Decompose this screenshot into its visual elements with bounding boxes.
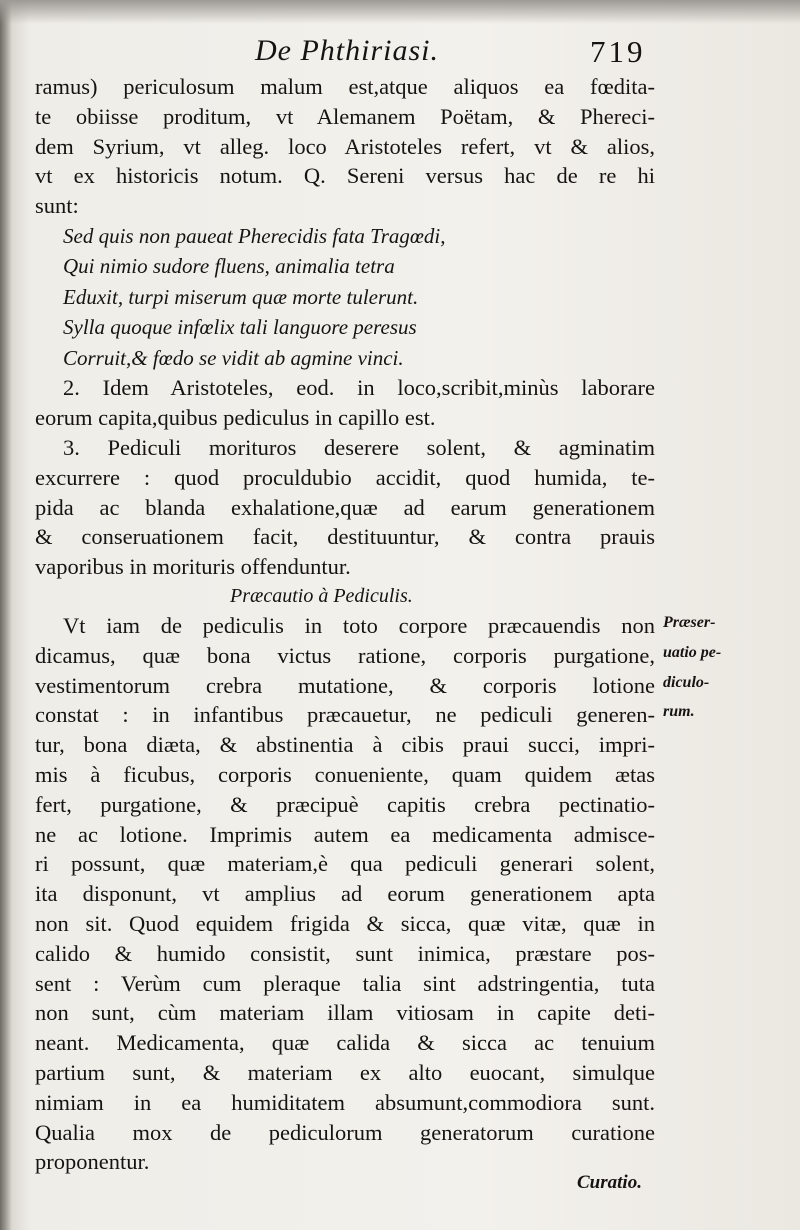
verse-line: Corruit,& fœdo se vidit ab agmine vinci. xyxy=(63,345,404,370)
text-line: fert, purgatione, & præcipuè capitis crebra pectinatio- xyxy=(35,791,655,817)
page-header xyxy=(0,28,800,78)
margin-note-line: Præser- xyxy=(663,614,716,631)
text-line: 3. Pediculi morituros deserere solent, & agminatim xyxy=(63,435,655,461)
text-line: dicamus, quæ bona victus ratione, corporis purgatione, xyxy=(35,642,655,668)
text-line: Qualia mox de pediculorum generatorum curatione xyxy=(35,1119,655,1145)
text-line: non sit. Quod equidem frigida & sicca, quæ vitæ, quæ in xyxy=(35,911,655,937)
page-number: 719 xyxy=(590,34,646,69)
running-title: De Phthiriasi. xyxy=(255,34,439,67)
text-line: nimiam in ea humiditatem absumunt,commodiora sunt. xyxy=(35,1089,655,1115)
page-gutter-shadow xyxy=(0,0,12,1230)
margin-note-line: diculo- xyxy=(663,673,710,691)
text-line: partium sunt, & materiam ex alto euocant, simulque xyxy=(35,1060,655,1086)
section-subheading: Præcautio à Pediculis. xyxy=(230,585,413,608)
text-line: ne ac lotione. Imprimis autem ea medicamenta admisce- xyxy=(35,821,655,847)
text-line: constat : in infantibus præcauetur, ne pediculi generen- xyxy=(35,702,655,728)
paragraph-1 xyxy=(35,72,655,221)
text-line: neant. Medicamenta, quæ calida & sicca ac tenuium xyxy=(35,1030,655,1056)
text-line: tur, bona diæta, & abstinentia à cibis praui succi, impri- xyxy=(35,732,655,758)
text-line: dem Syrium, vt alleg. loco Aristoteles refert, vt & alios, xyxy=(35,133,655,159)
verse-line: Eduxit, turpi miserum quæ morte tulerunt. xyxy=(63,284,419,309)
catchword: Curatio. xyxy=(577,1172,642,1193)
verse-block xyxy=(35,221,655,374)
paragraph-3 xyxy=(35,433,655,582)
verse-line: Qui nimio sudore fluens, animalia tetra xyxy=(63,254,395,279)
text-line: excurrere : quod proculdubio accidit, quod humida, te- xyxy=(35,464,655,490)
page-top-shadow xyxy=(0,0,800,24)
text-line: 2. Idem Aristoteles, eod. in loco,scribit,minùs laborare xyxy=(63,375,655,401)
margin-note-line: uatio pe- xyxy=(663,643,722,661)
text-line: pida ac blanda exhalatione,quæ ad earum generationem xyxy=(35,494,655,520)
text-line: non sunt, cùm materiam illam vitiosam in capite deti- xyxy=(35,1000,655,1026)
verse-line: Sed quis non paueat Pherecidis fata Tragœdi, xyxy=(63,223,446,248)
text-line: te obiisse proditum, vt Alemanem Poëtam, & Phereci- xyxy=(35,103,655,129)
text-block xyxy=(35,72,655,1177)
verse-line: Sylla quoque infœlix tali languore peresus xyxy=(63,315,417,340)
text-line: & conseruationem facit, destituuntur, & contra prauis xyxy=(35,524,655,550)
text-line: ita disponunt, vt amplius ad eorum generationem apta xyxy=(35,881,655,907)
text-line: calido & humido consistit, sunt inimica, præstare pos- xyxy=(35,940,655,966)
text-line: sent : Verùm cum pleraque talia sint adstringentia, tuta xyxy=(35,970,655,996)
text-line: vaporibus in morituris offenduntur. xyxy=(35,554,351,580)
text-line: vestimentorum crebra mutatione, & corporis lotione xyxy=(35,672,655,698)
text-line: Vt iam de pediculis in toto corpore præcauendis non xyxy=(63,613,655,639)
margin-note-line: rum. xyxy=(663,703,695,721)
text-line: proponentur. xyxy=(35,1149,150,1175)
margin-note xyxy=(663,608,721,727)
text-line: ramus) periculosum malum est,atque aliquos ea fœdita- xyxy=(35,74,655,99)
text-line: eorum capita,quibus pediculus in capillo est. xyxy=(35,405,436,431)
text-line: sunt: xyxy=(35,193,79,219)
paragraph-2 xyxy=(35,373,655,433)
text-line: ri possunt, quæ materiam,è qua pediculi generari solent, xyxy=(35,851,655,877)
text-line: mis à ficubus, corporis conueniente, quam quidem ætas xyxy=(35,762,655,788)
text-line: vt ex historicis notum. Q. Sereni versus hac de re hi xyxy=(35,163,655,189)
paragraph-main xyxy=(35,611,655,1177)
